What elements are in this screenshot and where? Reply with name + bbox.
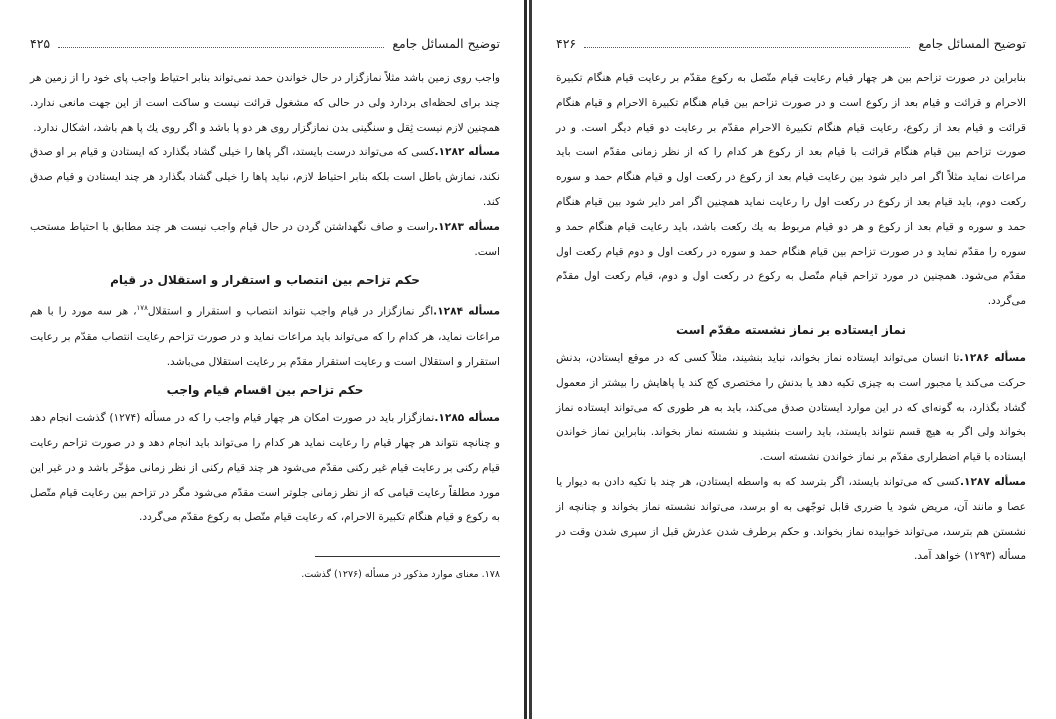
paragraph-text: ، هر سه مورد را با هم مراعات نماید، هر كدام را كه می‌تواند باید مراعات نماید و در صورت تزاحم رعایت انتصاب مقدّم بر رعایت استقرار و استقلال است و رعایت استقرار مقدّم بر رعایت استقلال می‌باشد. bbox=[30, 305, 500, 368]
masale-label: مسأله ۱۲۸۳. bbox=[434, 220, 500, 233]
header-dotted-leader bbox=[584, 38, 910, 48]
masale-1287 bbox=[556, 470, 1026, 569]
footnote-divider bbox=[315, 556, 500, 557]
masale-label: مسأله ۱۲۸۴. bbox=[433, 305, 500, 318]
masale-1283 bbox=[30, 215, 500, 265]
masale-label: مسأله ۱۲۸۵. bbox=[434, 412, 500, 425]
paragraph-text: كسی كه می‌تواند درست بایستد، اگر پاها را خیلی گشاد بگذارد كه ایستادن و قیام بر او صدق نكند، نمازش باطل است بلكه بنابر احتیاط لازم، نباید پاها را خیلی گشاد بگذارد هر چند ایستادن و قیام صدق كند. bbox=[30, 146, 500, 208]
footnote: ۱۷۸. معنای موارد مذكور در مسأله (۱۲۷۶) گذشت. bbox=[301, 569, 500, 581]
masale-1284 bbox=[30, 296, 500, 374]
paragraph bbox=[556, 66, 1026, 314]
page-header bbox=[30, 32, 500, 54]
section-heading: حكم تزاحم بین انتصاب و استقرار و استقلال در قیام bbox=[110, 273, 420, 288]
header-title: توضیح المسائل جامع bbox=[392, 35, 500, 51]
page-body bbox=[556, 66, 1026, 569]
masale-label: مسأله ۱۲۸۲. bbox=[434, 146, 500, 159]
paragraph bbox=[30, 66, 500, 140]
header-dotted-leader bbox=[58, 38, 384, 48]
book-gutter bbox=[524, 0, 532, 719]
paragraph-text: راست و صاف نگهداشتن گردن در حال قیام واجب نیست هر چند مطابق با احتیاط مستحب است. bbox=[30, 220, 500, 258]
masale-label: مسأله ۱۲۸۶. bbox=[959, 351, 1026, 364]
paragraph-text: اگر نمازگزار در قیام واجب نتواند انتصاب و استقرار و استقلال bbox=[147, 305, 434, 318]
header-title: توضیح المسائل جامع bbox=[918, 35, 1026, 51]
page-number: ۴۲۶ bbox=[556, 35, 577, 51]
section-heading: حكم تزاحم بین اقسام قیام واجب bbox=[166, 383, 364, 398]
masale-1286 bbox=[556, 346, 1026, 470]
page-426 bbox=[532, 0, 1056, 719]
paragraph-text: تا انسان می‌تواند ایستاده نماز بخواند، نباید بنشیند، مثلاً كسی كه در موقع ایستادن، بدنش حركت می‌كند یا مجبور است به چیزی تكیه دهد یا بدنش را مختصری كج كند یا پاهایش را بیشتر از معمول گشاد بگذارد، به گونه‌ای كه در این موارد ایستادن صدق می‌كند، باید به هر طوری كه می‌تواند ایستاده نماز بخواند ولی اگر به هیچ قسم نتواند بایستد، باید راست بنشیند و نشسته نماز بخواند. بنابراین نماز خواندن ایستاده با قیام اضطراری مقدّم بر نماز خواندن نشسته است. bbox=[556, 351, 1026, 464]
page-body bbox=[30, 66, 500, 588]
paragraph-text: واجب روی زمین باشد مثلاً نمازگزار در حال خواندن حمد نمی‌تواند بنابر احتیاط واجب پای خود را از زمین هر چند برای لحظه‌ای بردارد ولی در حالی که مشغول قرائت نیست و ساکت است از این جهت مانعی ندارد. همچنین لازم نیست ثِقل و سنگینی بدن نمازگزار روی هر دو پا باشد و اگر روی یك پا هم باشد، اشكال ندارد. bbox=[30, 72, 500, 134]
page-header bbox=[556, 32, 1026, 54]
section-heading: نماز ایستاده بر نماز نشسته مقدّم است bbox=[676, 322, 906, 337]
masale-1282 bbox=[30, 140, 500, 214]
masale-label: مسأله ۱۲۸۷. bbox=[959, 475, 1026, 488]
page-number: ۴۲۵ bbox=[30, 35, 51, 51]
paragraph-text: كسی كه می‌تواند بایستد، اگر بترسد كه به واسطه ایستادن، هر چند با تكیه دادن به دیوار یا عصا و مانند آن، مریض شود یا ضرری قابل توجّهی به او برسد، می‌تواند نشسته نماز بخواند و چنانچه از نشستن هم بترسد، می‌تواند خوابیده نماز بخواند. و حكم برطرف شدن عذرش قبل از سپری شدن وقت در مسأله (۱۲۹۳) خواهد آمد. bbox=[556, 475, 1026, 563]
paragraph-text: نمازگزار باید در صورت امكان هر چهار قیام واجب را كه در مسأله (۱۲۷۴) گذشت انجام دهد و چنانچه نتواند هر چهار قیام را رعایت نماید هر كدام را می‌تواند باید انجام دهد و در صورت تزاحم رعایت قیام ركنی بر رعایت قیام غیر ركنی مقدّم می‌شود هر چند قیام ركنی از نظر زمانی مؤخّر باشد و در غیر این مورد مطلقاً رعایت قیامی كه از نظر زمانی جلوتر است مقدّم می‌شود مگر در تزاحم بین رعایت قیام متّصل به ركوع و قیام هنگام تكبیرة الاحرام، كه رعایت قیام متّصل به ركوع مقدّم می‌گردد. bbox=[30, 412, 500, 524]
page-425 bbox=[0, 0, 524, 719]
footnote-ref[interactable]: ۱۷۸ bbox=[136, 304, 148, 313]
masale-1285 bbox=[30, 406, 500, 530]
paragraph-text: بنابراین در صورت تزاحم بین هر چهار قیام رعایت قیام متّصل به ركوع مقدّم بر رعایت قیام هنگام تكبیرة الاحرام و قرائت و قیام بعد از ركوع است و در صورت تزاحم بین قیام هنگام تكبیرة الاحرام و قیام هنگام قرائت و قیام بعد از ركوع، رعایت قیام هنگام تكبیرة الاحرام مقدّم بر رعایت دو قیام دیگر است. و در صورت تزاحم بین قیام هنگام قرائت با قیام بعد از ركوع هر كدام را كه از نظر زمانی مقدّم است باید مراعات نماید مثلاً اگر امر دایر شود بین رعایت قیام بعد از ركوع در ركعت اول و قیام هنگام حمد و سوره ركعت دوم، باید قیام بعد از ركوع در ركعت اول را رعایت نماید همچنین اگر امر دایر شود بین قیام هنگام حمد و سوره و قیام بعد از ركوع و هر دو قیام مربوط به یك ركعت باشد، باید رعایت قیام هنگام حمد و سوره را مقدّم نماید و در صورت تزاحم بین قیام هنگام حمد و سوره در ركعت اول و دوم قیام ركعت اول مقدّم می‌شود. همچنین در مورد تزاحم قیام متّصل به ركوع در ركعت اول و دوم، قیام ركعت اول مقدّم می‌گردد. bbox=[556, 72, 1026, 308]
